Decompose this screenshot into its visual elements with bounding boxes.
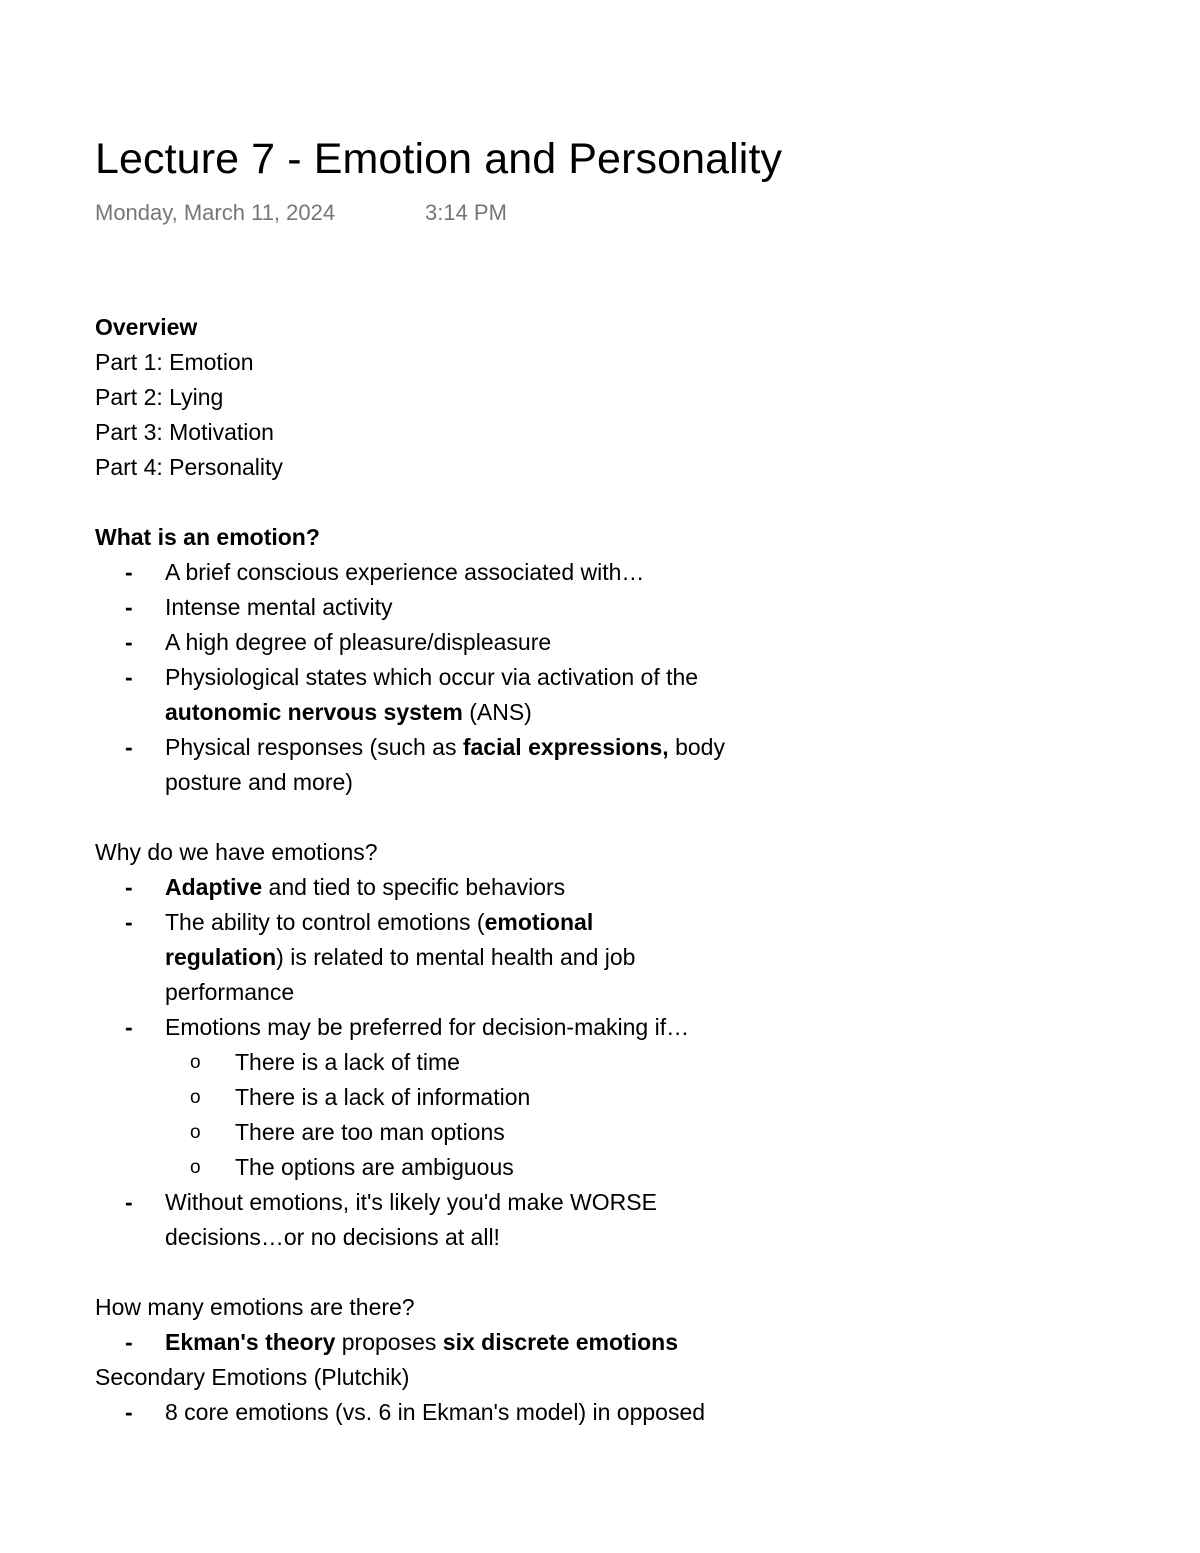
text-run: decisions…or no decisions at all! [165, 1224, 500, 1250]
section-heading-why: Why do we have emotions? [95, 839, 378, 865]
list-item-text: Intense mental activity [165, 594, 393, 620]
text-run: performance [165, 979, 295, 1005]
list-item [95, 660, 1105, 730]
bullet-dash: - [125, 1399, 133, 1425]
bullet-dash: - [125, 1329, 133, 1355]
bold-term: Adaptive [165, 874, 263, 900]
list-item-text [165, 730, 725, 800]
sub-list-item-text: There is a lack of time [235, 1049, 460, 1075]
overview-item: Part 3: Motivation [95, 419, 274, 445]
bullet-dash: - [125, 909, 133, 935]
overview-heading: Overview [95, 314, 198, 340]
list-item-text [165, 905, 635, 1010]
text-run: ) is related to mental health and job [276, 944, 636, 970]
bold-term: Ekman's theory [165, 1329, 336, 1355]
list-item-text [165, 1185, 657, 1255]
section-heading-how-many: How many emotions are there? [95, 1294, 415, 1320]
list-item [95, 905, 1105, 1010]
sub-list-item-text: There is a lack of information [235, 1084, 531, 1110]
list-item-text: A high degree of pleasure/displeasure [165, 629, 552, 655]
bullet-dash: - [125, 664, 133, 690]
note-date: Monday, March 11, 2024 [95, 200, 336, 225]
list-item [95, 870, 1105, 905]
sub-list-item [95, 1080, 1105, 1115]
bullet-dash: - [125, 629, 133, 655]
note-page [95, 130, 1105, 1430]
overview-item: Part 1: Emotion [95, 349, 254, 375]
sub-list-item [95, 1045, 1105, 1080]
text-run: proposes [335, 1329, 443, 1355]
bold-term: facial expressions, [462, 734, 669, 760]
note-time: 3:14 PM [425, 200, 507, 225]
list-item-text: Emotions may be preferred for decision-making if… [165, 1014, 690, 1040]
list-item [95, 1325, 1105, 1360]
text-run: posture and more) [165, 769, 353, 795]
text-run: body [668, 734, 725, 760]
list-item-text [165, 870, 565, 905]
spacer [95, 1255, 1105, 1290]
sub-list-item-text: There are too man options [235, 1119, 505, 1145]
bullet-dash: - [125, 559, 133, 585]
list-item-text [165, 660, 698, 730]
section-heading-what-is: What is an emotion? [95, 524, 320, 550]
text-run: Without emotions, it's likely you'd make WORSE [165, 1189, 657, 1215]
list-item [95, 590, 1105, 625]
bullet-dash: - [125, 734, 133, 760]
text-run: and tied to specific behaviors [262, 874, 566, 900]
bullet-circle: o [190, 1052, 201, 1073]
overview-item: Part 4: Personality [95, 454, 283, 480]
note-meta [95, 198, 1105, 228]
list-item [95, 555, 1105, 590]
spacer [95, 485, 1105, 520]
list-item-text: 8 core emotions (vs. 6 in Ekman's model) in opposed [165, 1399, 706, 1425]
sub-list-item [95, 1115, 1105, 1150]
bullet-dash: - [125, 594, 133, 620]
list-item [95, 1395, 1105, 1430]
bold-term: six discrete emotions [442, 1329, 678, 1355]
bold-term: emotional [484, 909, 594, 935]
section-heading-secondary: Secondary Emotions (Plutchik) [95, 1364, 410, 1390]
note-content [95, 310, 1105, 1430]
bold-term: regulation [165, 944, 277, 970]
bullet-circle: o [190, 1087, 201, 1108]
sub-list-item-text: The options are ambiguous [235, 1154, 514, 1180]
list-item [95, 730, 1105, 800]
text-run: Physiological states which occur via activation of the [165, 664, 699, 690]
text-run: The ability to control emotions ( [165, 909, 485, 935]
spacer [95, 800, 1105, 835]
bold-term: autonomic nervous system [165, 699, 463, 725]
text-run: Physical responses (such as [165, 734, 463, 760]
bullet-circle: o [190, 1157, 201, 1178]
bullet-dash: - [125, 1014, 133, 1040]
list-item-text: A brief conscious experience associated with… [165, 559, 645, 585]
text-run: (ANS) [462, 699, 532, 725]
list-item [95, 625, 1105, 660]
bullet-circle: o [190, 1122, 201, 1143]
list-item-text [165, 1325, 678, 1360]
bullet-dash: - [125, 1189, 133, 1215]
overview-item: Part 2: Lying [95, 384, 224, 410]
sub-list-item [95, 1150, 1105, 1185]
page-title: Lecture 7 - Emotion and Personality [95, 135, 783, 183]
bullet-dash: - [125, 874, 133, 900]
list-item [95, 1010, 1105, 1045]
list-item [95, 1185, 1105, 1255]
